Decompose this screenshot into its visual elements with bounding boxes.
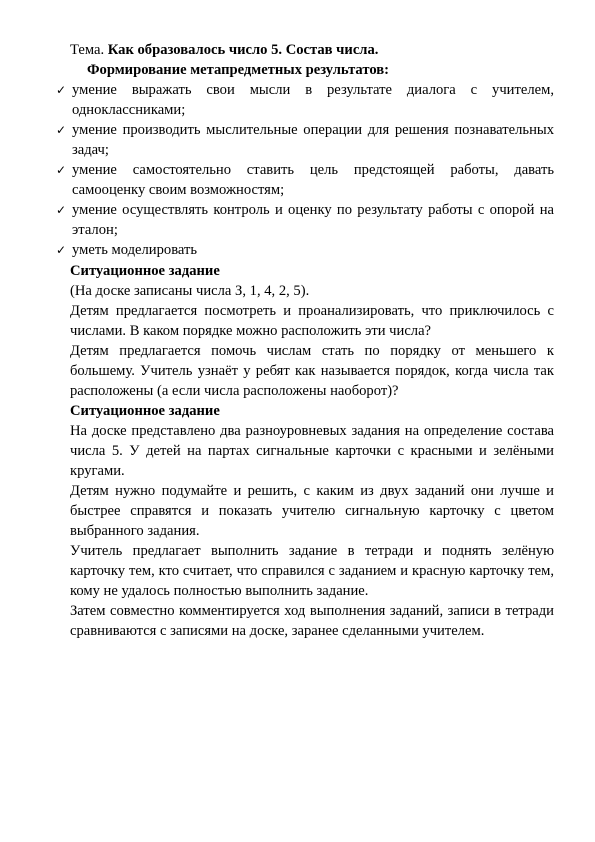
check-icon: ✓ (56, 243, 67, 257)
list-item (56, 80, 554, 120)
title-text: Как образовалось число 5. Состав числа. (104, 42, 379, 58)
list-item-text: уметь моделировать (72, 242, 198, 258)
list-item (56, 240, 554, 260)
paragraph: Детям предлагается помочь числам стать по порядку от меньшего к большему. Учитель узнаёт у ребят как называется порядок, когда числа так расположены (а если числа расположены наоборот)? (70, 343, 554, 399)
list-item (56, 160, 554, 200)
document-page (56, 40, 554, 641)
section-heading: Ситуационное задание (70, 263, 220, 279)
check-icon: ✓ (56, 163, 67, 177)
results-checklist (56, 80, 554, 260)
paragraph: (На доске записаны числа З, 1, 4, 2, 5). (70, 283, 310, 299)
paragraph: Затем совместно комментируется ход выполнения заданий, записи в тетради сравниваются с записями на доске, заранее сделанными учителем. (70, 603, 554, 639)
paragraph: Детям предлагается посмотреть и проанализировать, что приключилось с числами. В каком порядке можно расположить эти числа? (70, 303, 554, 339)
paragraph: Учитель предлагает выполнить задание в тетради и поднять зелёную карточку тем, кто считает, что справился с заданием и красную карточку тем, кому не удалось полностью выполнить задание. (70, 543, 554, 599)
page-title (70, 40, 554, 60)
check-icon: ✓ (56, 203, 67, 217)
paragraph: На доске представлено два разноуровневых задания на определение состава числа 5. У детей на партах сигнальные карточки с красными и зелёными кругами. (70, 423, 554, 479)
subtitle: Формирование метапредметных результатов: (87, 62, 389, 78)
section-heading: Ситуационное задание (70, 403, 220, 419)
list-item (56, 120, 554, 160)
list-item-text: умение осуществлять контроль и оценку по результату работы с опорой на эталон; (72, 202, 554, 238)
list-item-text: умение производить мыслительные операции для решения познавательных задач; (72, 122, 554, 158)
paragraph: Детям нужно подумайте и решить, с каким из двух заданий они лучше и быстрее справятся и показать учителю сигнальную карточку с цветом выбранного задания. (70, 483, 554, 539)
list-item (56, 200, 554, 240)
check-icon: ✓ (56, 83, 67, 97)
list-item-text: умение выражать свои мысли в результате диалога с учителем, одноклассниками; (72, 82, 554, 118)
list-item-text: умение самостоятельно ставить цель предстоящей работы, давать самооценку своим возможностям; (72, 162, 554, 198)
title-prefix: Тема. (70, 42, 105, 58)
check-icon: ✓ (56, 123, 67, 137)
